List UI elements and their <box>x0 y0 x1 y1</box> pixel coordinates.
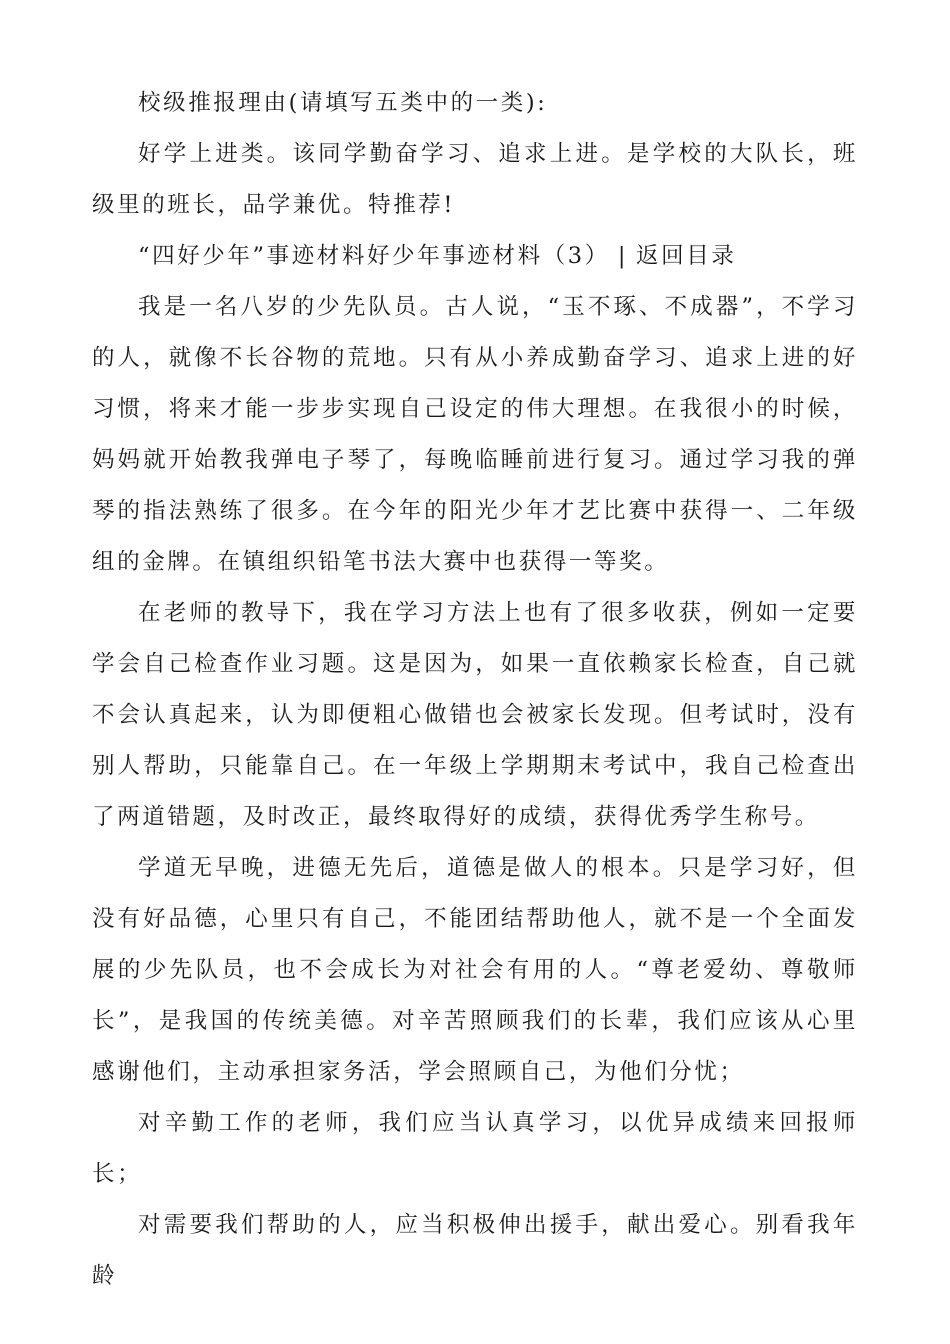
body-paragraph: 对需要我们帮助的人，应当积极伸出援手，献出爱心。别看我年龄 <box>92 1212 858 1289</box>
section-title: “四好少年”事迹材料好少年事迹材料（3） <box>138 243 610 269</box>
body-paragraph: 对辛勤工作的老师，我们应当认真学习，以优异成绩来回报师长； <box>92 1110 858 1187</box>
separator: | <box>617 243 629 269</box>
body-paragraph: 我是一名八岁的少先队员。古人说，“玉不琢、不成器”，不学习的人，就像不长谷物的荒地。只有从小养成勤奋学习、追求上进的好习惯，将来才能一步步实现自己设定的伟大理想。在我很小的时候，妈妈就开始教我弹电子琴了，每晚临睡前进行复习。通过学习我的弹琴的指法熟练了很多。在今年的阳光少年才艺比赛中获得一、二年级组的金牌。在镇组织铅笔书法大赛中也获得一等奖。 <box>92 294 858 575</box>
body-paragraph: 在老师的教导下，我在学习方法上也有了很多收获，例如一定要学会自己检查作业习题。这是因为，如果一直依赖家长检查，自己就不会认真起来，认为即便粗心做错也会被家长发现。但考试时，没有别人帮助，只能靠自己。在一年级上学期期末考试中，我自己检查出了两道错题，及时改正，最终取得好的成绩，获得优秀学生称号。 <box>92 600 858 830</box>
section-heading <box>92 231 858 282</box>
back-to-contents-link[interactable]: 返回目录 <box>636 243 737 269</box>
body-paragraph: 学道无早晚，进德无先后，道德是做人的根本。只是学习好，但没有好品德，心里只有自己，不能团结帮助他人，就不是一个全面发展的少先队员，也不会成长为对社会有用的人。“尊老爱幼、尊敬师长”，是我国的传统美德。对辛苦照顾我们的长辈，我们应该从心里感谢他们，主动承担家务活，学会照顾自己，为他们分忧； <box>92 855 858 1085</box>
recommendation-text: 好学上进类。该同学勤奋学习、追求上进。是学校的大队长，班级里的班长，品学兼优。特推荐! <box>92 141 858 218</box>
document-page <box>92 78 858 1302</box>
reason-label: 校级推报理由(请填写五类中的一类): <box>138 90 548 116</box>
